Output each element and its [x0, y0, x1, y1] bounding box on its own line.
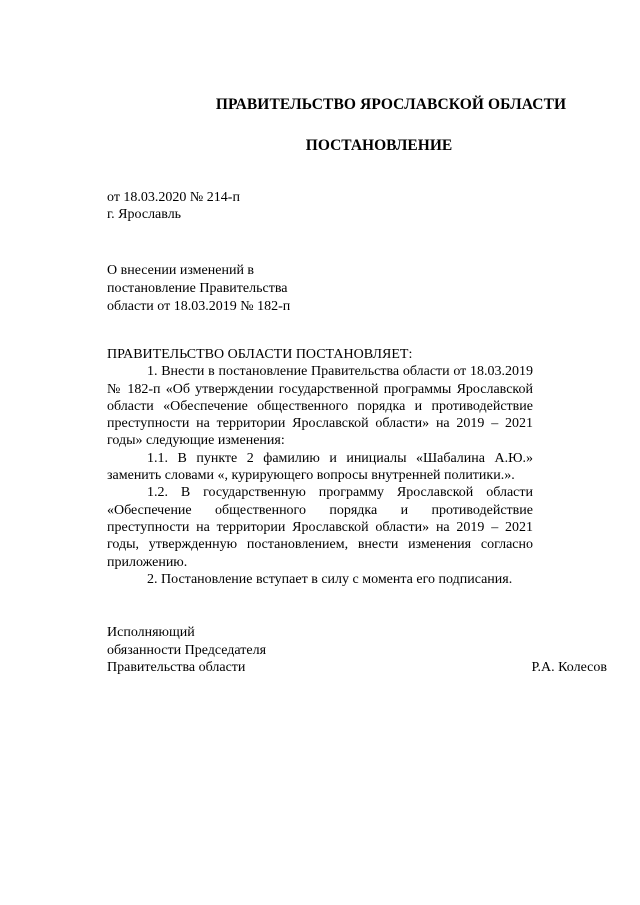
- signatory-name: Р.А. Колесов: [531, 660, 607, 675]
- resolution-lead: ПРАВИТЕЛЬСТВО ОБЛАСТИ ПОСТАНОВЛЯЕТ:: [107, 347, 413, 362]
- document-type-heading: ПОСТАНОВЛЕНИЕ: [305, 137, 453, 154]
- document-body: [107, 346, 533, 588]
- paragraph-2: 2. Постановление вступает в силу с момента его подписания.: [147, 571, 513, 587]
- subject-line: постановление Правительства: [107, 281, 288, 296]
- government-title: ПРАВИТЕЛЬСТВО ЯРОСЛАВСКОЙ ОБЛАСТИ: [215, 96, 567, 113]
- subject-line: О внесении изменений в: [107, 263, 255, 278]
- signature-block: [107, 624, 607, 677]
- paragraph-1-1: 1.1. В пункте 2 фамилию и инициалы «Шабалина А.Ю.» заменить словами «, курирующего вопросы внутренней политики.».: [107, 450, 533, 484]
- document-meta: [107, 189, 240, 223]
- paragraph-1: 1. Внести в постановление Правительства области от 18.03.2019 № 182-п «Об утверждении государственной программы Ярославской области «Обеспечение общественного порядка и противодействие преступности на территории Ярославской области» на 2019 – 2021 годы» следующие изменения:: [107, 364, 533, 449]
- city: г. Ярославль: [107, 207, 182, 222]
- signatory-position-line: обязанности Председателя: [107, 642, 267, 658]
- paragraph-1-2: 1.2. В государственную программу Ярославской области «Обеспечение общественного порядка и противодействие преступности на территории Ярославской области» на 2019 – 2021 годы, утвержденную постановлением, внести изменения согласно приложению.: [107, 485, 533, 570]
- signature-row: [107, 659, 607, 677]
- subject-line: области от 18.03.2019 № 182-п: [107, 299, 291, 314]
- signatory-position-line: Исполняющий: [107, 625, 195, 640]
- signatory-position-line: Правительства области: [107, 660, 246, 675]
- document-subject: [107, 262, 290, 316]
- date-number: от 18.03.2020 № 214-п: [107, 190, 240, 205]
